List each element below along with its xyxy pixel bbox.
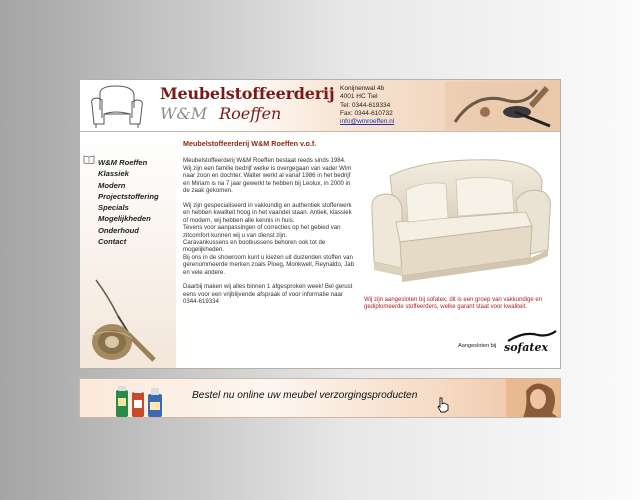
hand-cursor-icon bbox=[436, 397, 450, 413]
nav-item-wm-roeffen[interactable]: W&M Roeffen bbox=[98, 158, 148, 167]
address-block bbox=[340, 85, 394, 126]
sofatex-logo[interactable] bbox=[504, 329, 560, 355]
address-city: 4001 HC Tiel bbox=[340, 93, 378, 101]
brand-initials: W&M bbox=[160, 104, 208, 123]
content-paragraph-contact: Daarbij maken wij alles binnen 1 afgesproken week! Bel gerust eens voor een vrijblijvende afspraak of voor informatie naar 0344-619334 bbox=[183, 283, 353, 306]
armchair-icon bbox=[86, 84, 148, 130]
upholstery-tools-icon bbox=[445, 82, 559, 130]
brand-subname bbox=[160, 104, 281, 123]
nav-item-modern[interactable]: Modern bbox=[98, 180, 126, 190]
email-link[interactable]: info@wmroeffen.nl bbox=[340, 118, 395, 126]
address-street: Konijnenwal 4b bbox=[340, 85, 385, 92]
nav-item-contact[interactable]: Contact bbox=[98, 237, 127, 247]
sofa-image bbox=[366, 150, 556, 290]
nav-item-onderhoud[interactable]: Onderhoud bbox=[98, 225, 139, 235]
shop-banner[interactable] bbox=[79, 378, 561, 418]
content-paragraph-history: Meubelstoffeerderij W&M Roeffen bestaat reeds sinds 1984. Wij zijn een familie bedrijf welke is overgegaan van vader Wim naar zoon en dochter. Walter werkt al vanaf 1986 in het bedrijf en Miriam is na 7 jaar gewerkt te hebben bij Leolux, in 2000 in de zaak gekomen. bbox=[183, 157, 352, 195]
nav-item-mogelijkheden[interactable]: Mogelijkheden bbox=[98, 214, 151, 224]
content-paragraph-showroom: Bij ons in de showroom kunt u kiezen uit duizenden stoffen van gerenommeerde merken zoals Ploeg, Monkwell, Reynaldo, Jab en vele andere. bbox=[183, 253, 355, 276]
webbing-roll-icon bbox=[88, 276, 160, 364]
nav-item-klassiek[interactable]: Klassiek bbox=[98, 169, 129, 179]
content-paragraph-specialism: Wij zijn gespecialiseerd in vakkundig en authentiek stofferwerk en hebben kwaliteit hoog in het vaandel staan. Antiek, klassiek of modern, wij hebben alle kennis in huis. bbox=[183, 201, 352, 224]
sofatex-wordmark: sofatex bbox=[504, 341, 549, 354]
content-paragraph-cushions: Caravankussens en bootkussens behoren ook tot de mogelijkheden. bbox=[183, 238, 326, 254]
content-heading: Meubelstoffeerderij W&M Roeffen v.o.f. bbox=[183, 139, 317, 148]
address-tel: Tel: 0344-619334 bbox=[340, 101, 391, 109]
nav-item-projectstoffering[interactable]: Projectstoffering bbox=[98, 191, 159, 201]
main-nav bbox=[98, 157, 159, 247]
brand-family: Roeffen bbox=[219, 104, 282, 123]
main-content bbox=[183, 140, 355, 313]
cleaning-bottles-image bbox=[114, 382, 168, 418]
main-card bbox=[79, 79, 561, 369]
woman-image bbox=[506, 379, 561, 418]
sofatex-caption: Wij zijn aangesloten bij sofatex, dit is een groep van vakkundige en gediplomeerde stoffeerders, welke garant staat voor kwaliteit. bbox=[364, 297, 543, 311]
nav-item-specials[interactable]: Specials bbox=[98, 203, 129, 213]
member-label: Aangesloten bij bbox=[458, 343, 497, 349]
banner-text: Bestel nu online uw meubel verzorgingsproducten bbox=[192, 390, 418, 401]
content-paragraph-comfort: Tevens voor aanpassingen of correcties op het gebied van zitcomfort kunnen wij u van dienst zijn. bbox=[183, 224, 341, 239]
address-fax: Fax: 0344-610732 bbox=[340, 109, 393, 117]
header bbox=[80, 80, 560, 132]
brand-name: Meubelstoffeerderij bbox=[160, 84, 335, 103]
book-icon bbox=[83, 155, 95, 164]
